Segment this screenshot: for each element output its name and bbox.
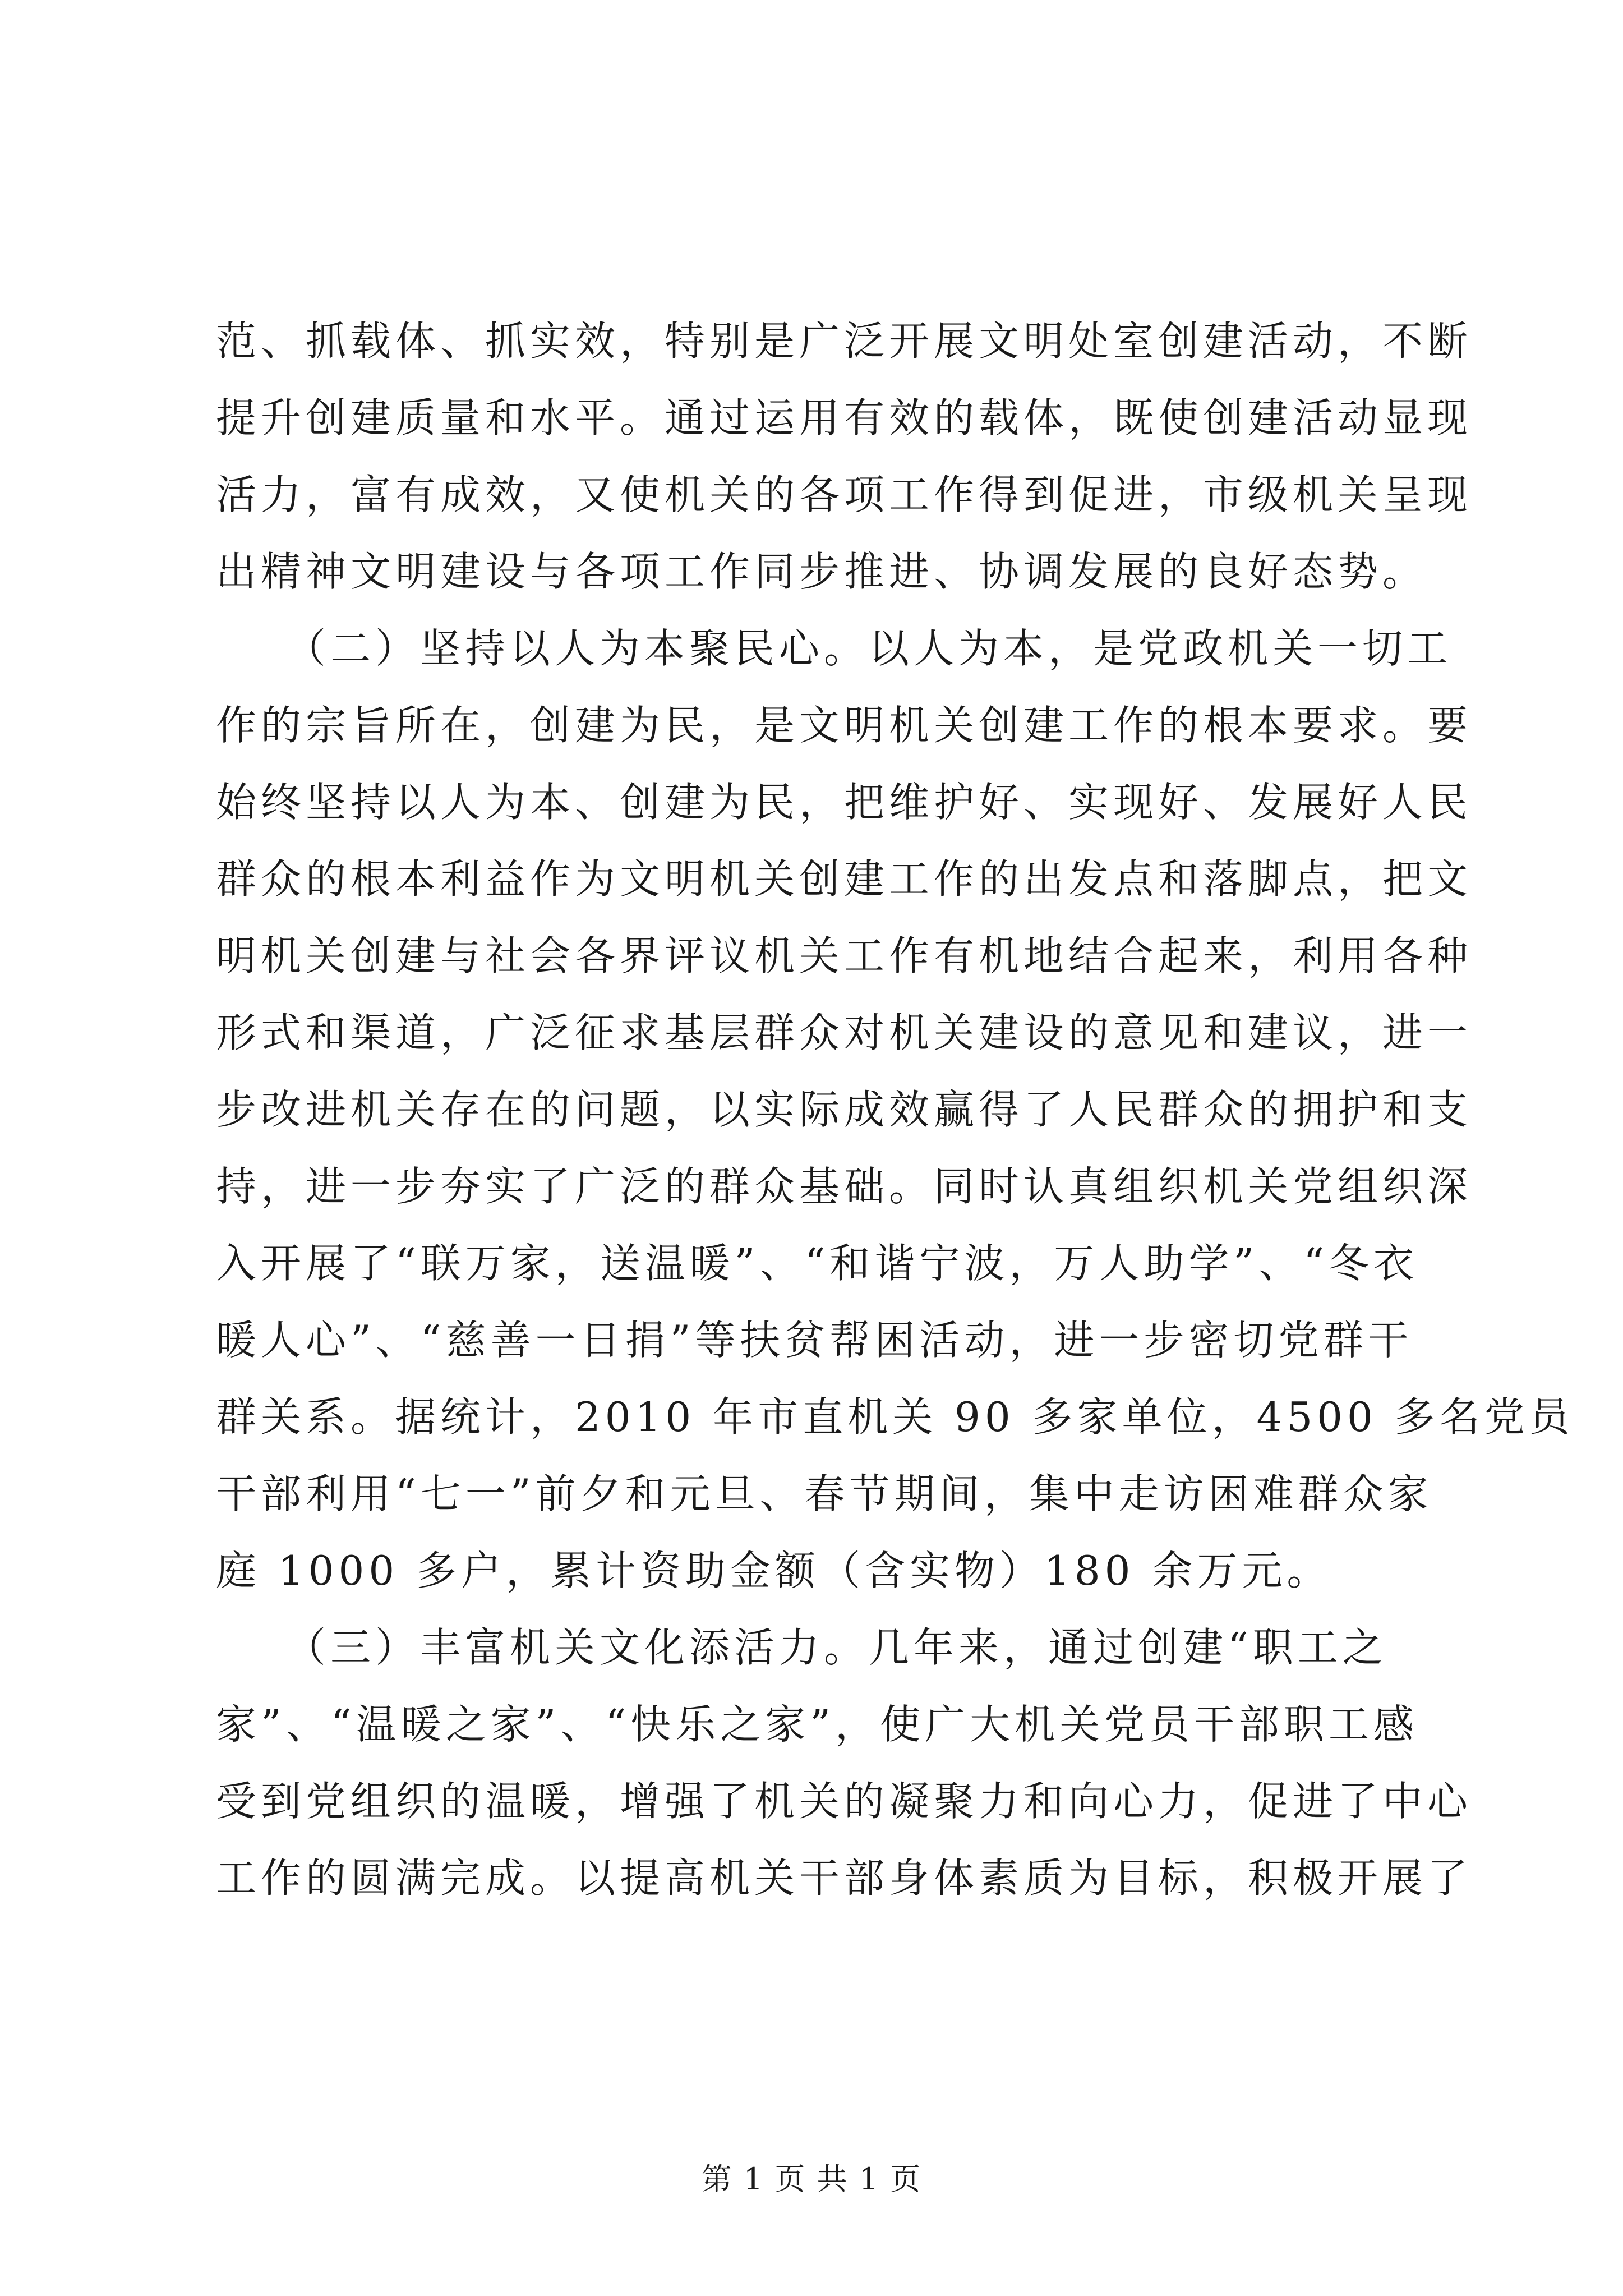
page-footer: 第 1 页 共 1 页 — [701, 2161, 922, 2197]
text-line: 始终坚持以人为本、创建为民，把维护好、实现好、发展好人民 — [216, 779, 1473, 826]
text-line: 提升创建质量和水平。通过运用有效的载体，既使创建活动显现 — [216, 394, 1473, 441]
text-line: 范、抓载体、抓实效，特别是广泛开展文明处室创建活动，不断 — [216, 318, 1473, 365]
text-line: 干部利用“七一”前夕和元旦、春节期间，集中走访困难群众家 — [216, 1470, 1433, 1517]
text-line: 群关系。据统计，2010 年市直机关 90 多家单位，4500 多名党员 — [216, 1393, 1574, 1441]
text-line: （二）坚持以人为本聚民心。以人为本，是党政机关一切工 — [216, 625, 1453, 672]
text-line: 家”、“温暖之家”、“快乐之家”，使广大机关党员干部职工感 — [216, 1701, 1419, 1748]
text-line: 步改进机关存在的问题，以实际成效赢得了人民群众的拥护和支 — [216, 1086, 1473, 1133]
text-line: 活力，富有成效，又使机关的各项工作得到促进，市级机关呈现 — [216, 471, 1473, 518]
text-line: 明机关创建与社会各界评议机关工作有机地结合起来，利用各种 — [216, 932, 1473, 979]
text-line: 出精神文明建设与各项工作同步推进、协调发展的良好态势。 — [216, 548, 1428, 595]
text-line: 暖人心”、“慈善一日捐”等扶贫帮困活动，进一步密切党群干 — [216, 1317, 1413, 1364]
text-line: 受到党组织的温暖，增强了机关的凝聚力和向心力，促进了中心 — [216, 1778, 1473, 1825]
text-line: 群众的根本利益作为文明机关创建工作的出发点和落脚点，把文 — [216, 855, 1473, 903]
text-line: （三）丰富机关文化添活力。几年来，通过创建“职工之 — [216, 1624, 1387, 1671]
text-line: 持，进一步夯实了广泛的群众基础。同时认真组织机关党组织深 — [216, 1163, 1473, 1210]
text-line: 入开展了“联万家，送温暖”、“和谐宁波，万人助学”、“冬衣 — [216, 1240, 1419, 1287]
text-line: 庭 1000 多户，累计资助金额（含实物）180 余万元。 — [216, 1547, 1332, 1594]
text-line: 工作的圆满完成。以提高机关干部身体素质为目标，积极开展了 — [216, 1855, 1473, 1902]
text-line: 作的宗旨所在，创建为民，是文明机关创建工作的根本要求。要 — [216, 702, 1473, 749]
body-text — [216, 303, 1574, 1917]
text-line: 形式和渠道，广泛征求基层群众对机关建设的意见和建议，进一 — [216, 1009, 1473, 1056]
